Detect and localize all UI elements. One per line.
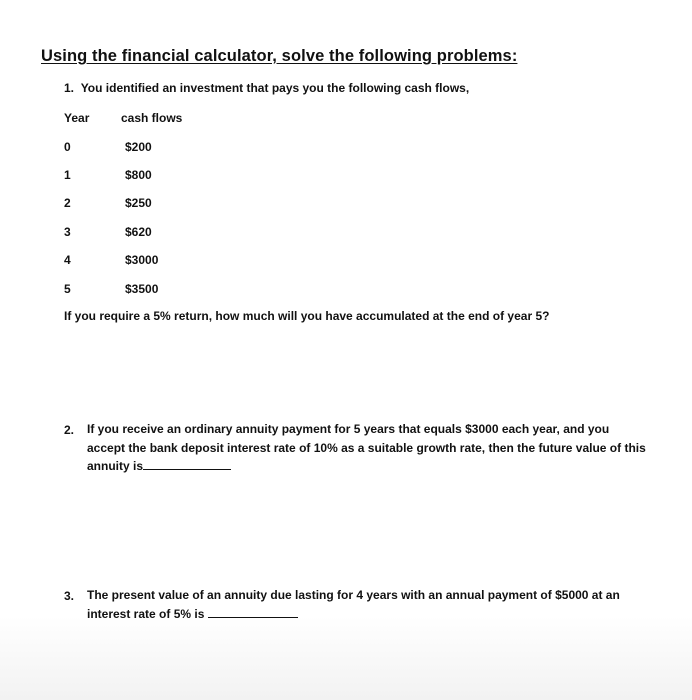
table-cell-year: 5 [64,282,71,296]
answer-blank[interactable] [208,607,298,618]
question-2 [87,420,647,476]
question-3-text: The present value of an annuity due lasting for 4 years with an annual payment of $5000 at an interest rate of 5% is [87,588,620,621]
table-cell-year: 3 [64,225,71,239]
table-cell-cash-flow: $3500 [125,282,159,296]
table-cell-year: 1 [64,168,71,182]
table-header-year: Year [64,111,90,125]
table-cell-cash-flow: $800 [125,168,152,182]
question-2-number: 2. [64,423,75,437]
table-cell-cash-flow: $620 [125,225,152,239]
question-1-number: 1. [64,81,75,95]
table-cell-cash-flow: $200 [125,140,152,154]
table-cell-cash-flow: $250 [125,196,152,210]
table-cell-year: 2 [64,196,71,210]
table-header-cash-flows: cash flows [121,111,183,125]
answer-blank[interactable] [143,459,231,470]
question-1-prompt: If you require a 5% return, how much will you have accumulated at the end of year 5? [64,309,550,323]
question-1-text: You identified an investment that pays you the following cash flows, [80,81,470,95]
question-2-text: If you receive an ordinary annuity payment for 5 years that equals $3000 each year, and you accept the bank deposit interest rate of 10% as a suitable growth rate, then the future value of this annuity is [87,422,646,473]
question-1-intro [64,81,469,95]
question-3 [87,586,647,623]
page-title: Using the financial calculator, solve the following problems: [41,47,518,65]
table-cell-cash-flow: $3000 [125,253,159,267]
table-cell-year: 4 [64,253,71,267]
question-3-number: 3. [64,589,75,603]
table-cell-year: 0 [64,140,71,154]
